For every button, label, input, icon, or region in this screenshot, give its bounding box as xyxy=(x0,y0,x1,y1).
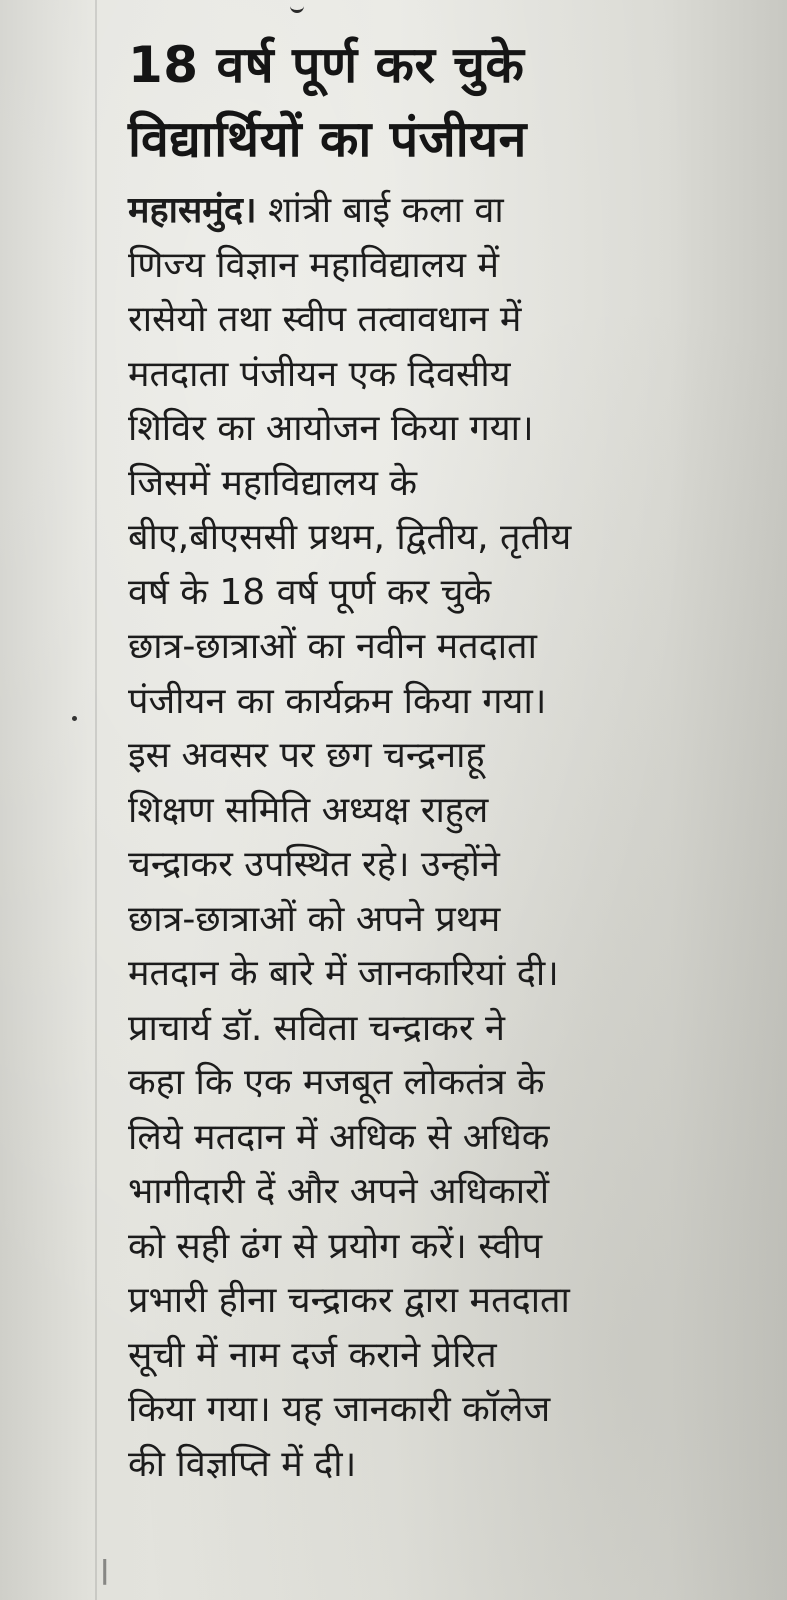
body-line: प्रभारी हीना चन्द्राकर द्वारा मतदाता xyxy=(128,1280,570,1321)
body-line: कहा कि एक मजबूत लोकतंत्र के xyxy=(128,1062,545,1103)
body-line: इस अवसर पर छग चन्द्रनाहू xyxy=(128,735,485,776)
body-line: किया गया। यह जानकारी कॉलेज xyxy=(128,1389,551,1430)
body-line xyxy=(128,184,728,239)
body-line-text: शांत्री बाई कला वा xyxy=(268,190,504,231)
body-line: छात्र-छात्राओं का नवीन मतदाता xyxy=(128,626,537,667)
body-line: भागीदारी दें और अपने अधिकारों xyxy=(128,1171,550,1212)
body-line: को सही ढंग से प्रयोग करें। स्वीप xyxy=(128,1225,543,1267)
headline-line-2: विद्यार्थियों का पंजीयन xyxy=(128,110,527,168)
body-line: लिये मतदान में अधिक से अधिक xyxy=(128,1116,550,1158)
article-headline xyxy=(128,28,728,176)
dateline: महासमुंद। xyxy=(128,190,257,231)
body-line: बीए,बीएससी प्रथम, द्वितीय, तृतीय xyxy=(128,517,572,558)
body-line: णिज्य विज्ञान महाविद्यालय में xyxy=(128,244,500,286)
body-line: मतदाता पंजीयन एक दिवसीय xyxy=(128,353,511,395)
body-line: जिसमें महाविद्यालय के xyxy=(128,462,418,504)
body-line: छात्र-छात्राओं को अपने प्रथम xyxy=(128,898,501,940)
body-line: प्राचार्य डॉ. सविता चन्द्राकर ने xyxy=(128,1007,505,1049)
print-fragment-top xyxy=(290,0,304,13)
body-line: पंजीयन का कार्यक्रम किया गया। xyxy=(128,680,547,722)
ink-speck xyxy=(72,716,77,721)
news-article xyxy=(128,28,728,1492)
body-line: शिविर का आयोजन किया गया। xyxy=(128,408,534,449)
print-fragment-bottom: l xyxy=(100,1554,110,1594)
body-line: वर्ष के 18 वर्ष पूर्ण कर चुके xyxy=(128,571,492,613)
body-line: की विज्ञप्ति में दी। xyxy=(128,1443,357,1485)
column-rule xyxy=(95,0,97,1600)
body-line: शिक्षण समिति अध्यक्ष राहुल xyxy=(128,789,489,831)
body-line: मतदान के बारे में जानकारियां दी। xyxy=(128,953,559,994)
body-line: रासेयो तथा स्वीप तत्वावधान में xyxy=(128,299,522,340)
headline-line-1: 18 वर्ष पूर्ण कर चुके xyxy=(128,36,525,94)
body-line: चन्द्राकर उपस्थित रहे। उन्होंने xyxy=(128,844,500,885)
article-body xyxy=(128,184,728,1492)
body-line: सूची में नाम दर्ज कराने प्रेरित xyxy=(128,1334,497,1376)
